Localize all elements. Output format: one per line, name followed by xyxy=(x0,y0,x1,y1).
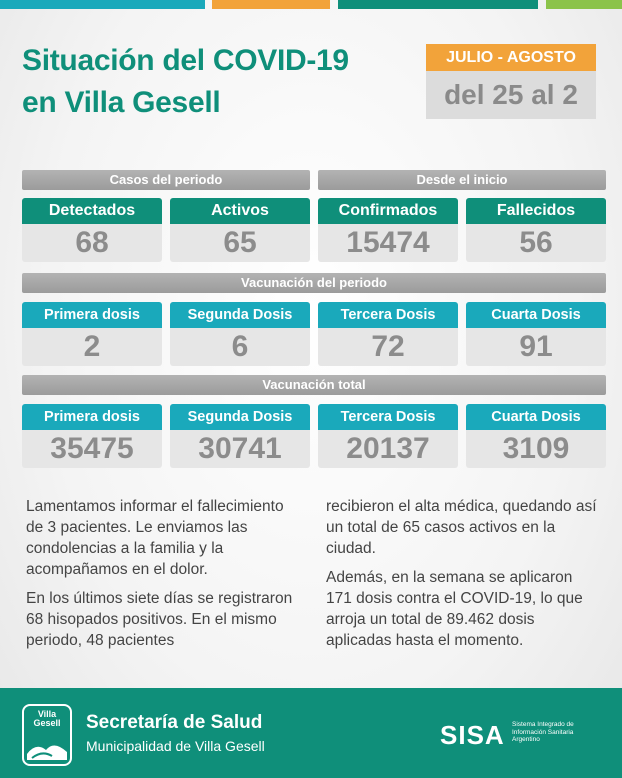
section-casos-periodo: Casos del periodo xyxy=(22,170,310,190)
footer-subtitle: Municipalidad de Villa Gesell xyxy=(86,738,265,754)
card-value: 2 xyxy=(83,330,101,363)
sisa-logo: SISA xyxy=(440,720,505,750)
card-label: Tercera Dosis xyxy=(318,404,458,430)
card-label: Activos xyxy=(170,198,310,224)
card-value: 15474 xyxy=(346,226,430,259)
sisa-description: Sistema Integrado de Información Sanitaria Argentino xyxy=(512,721,574,743)
card-label: Cuarta Dosis xyxy=(466,404,606,430)
paragraph-fallecimiento: Lamentamos informar el fallecimiento de 3 pacientes. Le enviamos las condolencias a la familia y la acompañamos en el dolor. xyxy=(26,498,284,578)
date-range: del 25 al 2 xyxy=(426,71,596,119)
card-label: Segunda Dosis xyxy=(170,302,310,328)
card-vac-periodo-segunda xyxy=(170,302,310,366)
card-vac-total-cuarta xyxy=(466,404,606,468)
card-fallecidos xyxy=(466,198,606,262)
title-line-2: en Villa Gesell xyxy=(22,86,221,119)
text-column-left xyxy=(26,496,296,659)
card-value: 20137 xyxy=(346,432,430,465)
card-vac-periodo-cuarta xyxy=(466,302,606,366)
paragraph-dosis: Además, en la semana se aplicaron 171 dosis contra el COVID-19, lo que arroja un total de 89.462 dosis aplicadas hasta el momento. xyxy=(326,569,583,649)
card-vac-total-primera xyxy=(22,404,162,468)
card-label: Fallecidos xyxy=(466,198,606,224)
card-value: 65 xyxy=(223,226,257,259)
page-title xyxy=(22,40,402,124)
card-label: Primera dosis xyxy=(22,302,162,328)
card-label: Primera dosis xyxy=(22,404,162,430)
card-confirmados xyxy=(318,198,458,262)
date-months: JULIO - AGOSTO xyxy=(426,44,596,71)
card-value: 35475 xyxy=(50,432,134,465)
text-column-right xyxy=(326,496,601,659)
dunes-icon xyxy=(24,728,70,762)
card-value: 68 xyxy=(75,226,109,259)
card-vac-total-tercera xyxy=(318,404,458,468)
card-label: Cuarta Dosis xyxy=(466,302,606,328)
card-vac-periodo-tercera xyxy=(318,302,458,366)
paragraph-hisopados: En los últimos siete días se registraron 68 hisopados positivos. En el mismo periodo, 48 pacientes xyxy=(26,590,293,649)
villa-gesell-logo xyxy=(22,704,72,766)
card-label: Confirmados xyxy=(318,198,458,224)
section-vacunacion-periodo: Vacunación del periodo xyxy=(22,273,606,293)
card-label: Segunda Dosis xyxy=(170,404,310,430)
card-vac-total-segunda xyxy=(170,404,310,468)
section-desde-inicio: Desde el inicio xyxy=(318,170,606,190)
footer-title: Secretaría de Salud xyxy=(86,712,263,733)
card-value: 72 xyxy=(371,330,405,363)
footer xyxy=(0,688,622,778)
logo-text: Villa Gesell xyxy=(33,709,61,728)
card-value: 6 xyxy=(231,330,249,363)
top-color-bar xyxy=(0,0,622,9)
card-value: 56 xyxy=(519,226,553,259)
card-value: 91 xyxy=(519,330,553,363)
card-label: Tercera Dosis xyxy=(318,302,458,328)
card-vac-periodo-primera xyxy=(22,302,162,366)
card-detectados xyxy=(22,198,162,262)
card-label: Detectados xyxy=(22,198,162,224)
title-line-1: Situación del COVID-19 xyxy=(22,44,349,77)
card-activos xyxy=(170,198,310,262)
paragraph-alta: recibieron el alta médica, quedando así un total de 65 casos activos en la ciudad. xyxy=(326,498,597,557)
card-value: 30741 xyxy=(198,432,282,465)
card-value: 3109 xyxy=(502,432,570,465)
section-vacunacion-total: Vacunación total xyxy=(22,375,606,395)
date-range-box xyxy=(426,44,596,119)
